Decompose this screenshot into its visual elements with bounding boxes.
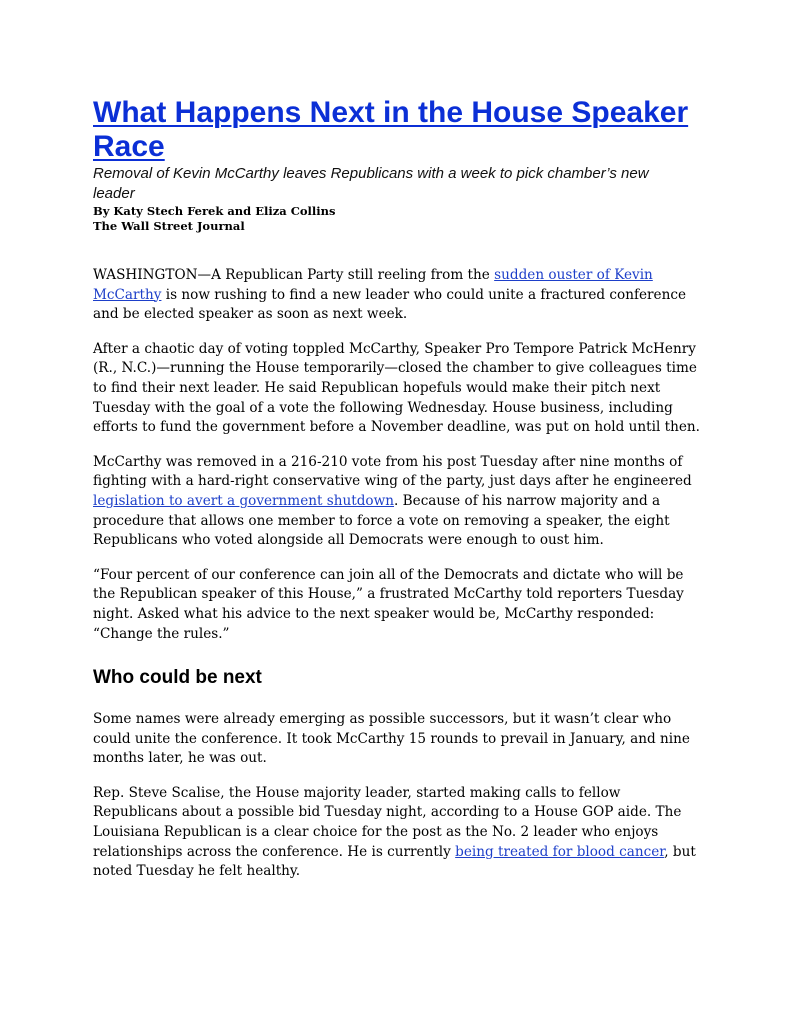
headline [93,96,703,164]
section-heading: Who could be next [93,667,262,689]
article-deck: Removal of Kevin McCarthy leaves Republicans with a week to pick chamber’s new leader [93,165,649,202]
paragraph-6 [93,784,703,882]
paragraph-3-text-after: . Because of his narrow majority and a procedure that allows one member to force a vote on removing a speaker, the eight Republicans who voted alongside all Democrats were enough to oust him. [93,492,670,549]
paragraph-6-text-after: , but noted Tuesday he felt healthy. [93,843,696,880]
paragraph-1-text-before: WASHINGTON—A Republican Party still reeling from the [93,267,495,283]
headline-link[interactable]: What Happens Next in the House Speaker Race [93,96,689,163]
paragraph-1-text-after: is now rushing to find a new leader who could unite a fractured conference and be elected speaker as soon as next week. [93,286,687,323]
link-sudden-ouster[interactable]: sudden ouster of Kevin McCarthy [93,267,653,303]
paragraph-3-text-before: McCarthy was removed in a 216-210 vote from his post Tuesday after nine months of fighting with a hard-right conservative wing of the party, just days after he engineered [93,453,692,490]
paragraph-1 [93,266,703,325]
article [93,96,703,897]
byline-authors: By Katy Stech Ferek and Eliza Collins [93,204,336,218]
link-blood-cancer[interactable]: being treated for blood cancer [455,843,665,860]
paragraph-3 [93,453,703,551]
paragraph-4: “Four percent of our conference can join all of the Democrats and dictate who will be the Republican speaker of this House,” a frustrated McCarthy told reporters Tuesday night. Asked what his advice to the next speaker would be, McCarthy responded: “Change the rules.” [93,566,684,642]
paragraph-2: After a chaotic day of voting toppled McCarthy, Speaker Pro Tempore Patrick McHenry (R., N.C.)—running the House temporarily—closed the chamber to give colleagues time to find their next leader. He said Republican hopefuls would make their pitch next Tuesday with the goal of a vote the following Wednesday. House business, including efforts to fund the government before a November deadline, was put on hold until then. [93,340,700,436]
paragraph-5: Some names were already emerging as possible successors, but it wasn’t clear who could unite the conference. It took McCarthy 15 rounds to prevail in January, and nine months later, he was out. [93,711,690,767]
byline-publication: The Wall Street Journal [93,219,245,233]
paragraph-6-text-before: Rep. Steve Scalise, the House majority leader, started making calls to fellow Republicans about a possible bid Tuesday night, according to a House GOP aide. The Louisiana Republican is a clear choice for the post as the No. 2 leader who enjoys relationships across the conference. He is currently [93,784,682,860]
link-avert-shutdown[interactable]: legislation to avert a government shutdown [93,492,395,509]
